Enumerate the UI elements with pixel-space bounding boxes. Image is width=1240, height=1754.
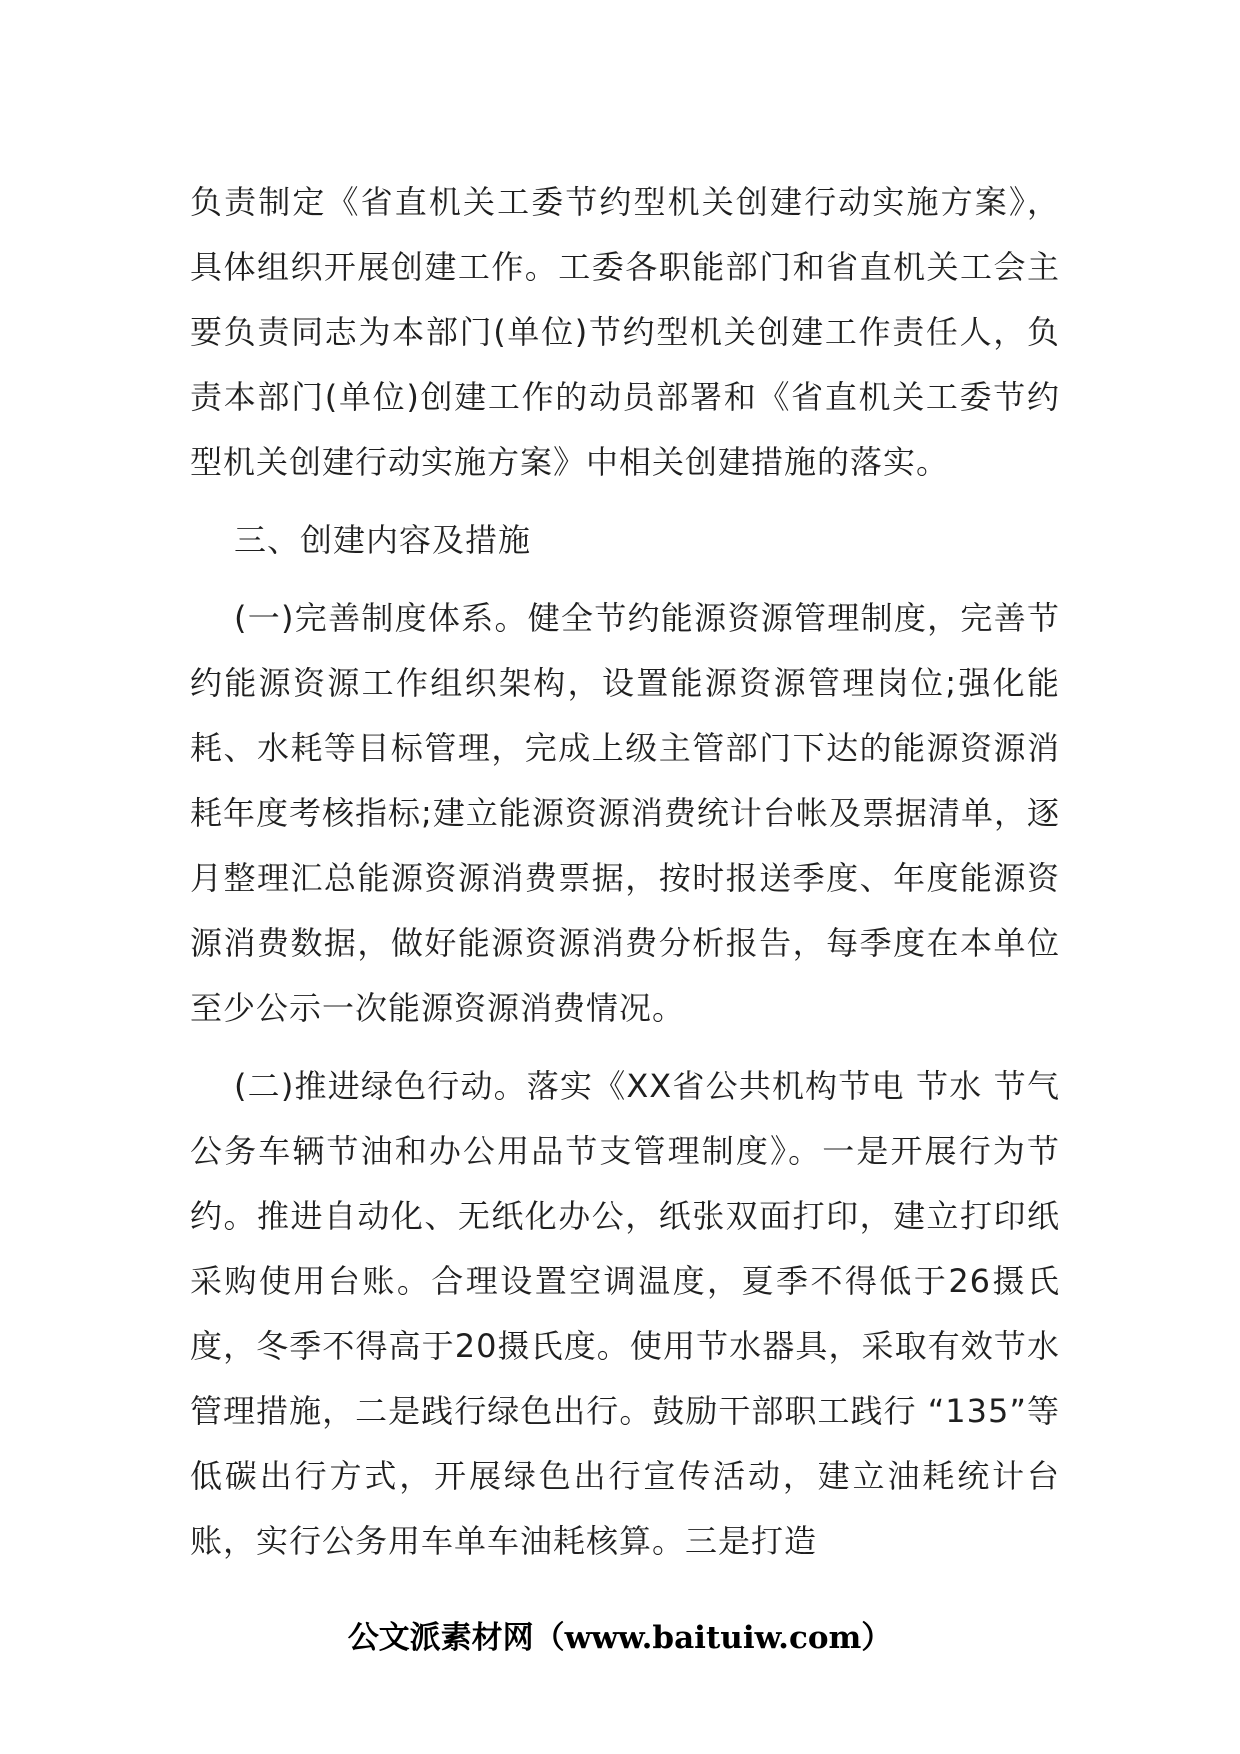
document-body xyxy=(190,170,1060,1574)
footer-watermark-source: 公文派素材网（www.baituiw.com） xyxy=(347,1620,893,1656)
paragraph-green-action: (二)推进绿色行动。落实《XX省公共机构节电 节水 节气 公务车辆节油和办公用品节支管理制度》。一是开展行为节约。推进自动化、无纸化办公，纸张双面打印，建立打印纸采购使用台账。合理设置空调温度，夏季不得低于26摄氏度，冬季不得高于20摄氏度。使用节水器具，采取有效节水管理措施，二是践行绿色出行。鼓励干部职工践行 “135”等低碳出行方式，开展绿色出行宣传活动，建立油耗统计台账，实行公务用车单车油耗核算。三是打造 xyxy=(190,1067,1060,1560)
paragraph-responsibility: 负责制定《省直机关工委节约型机关创建行动实施方案》，具体组织开展创建工作。工委各职能部门和省直机关工会主要负责同志为本部门(单位)节约型机关创建工作责任人，负责本部门(单位)创建工作的动员部署和《省直机关工委节约型机关创建行动实施方案》中相关创建措施的落实。 xyxy=(190,183,1060,481)
section-heading-content-measures: 三、创建内容及措施 xyxy=(234,521,532,559)
paragraph-improve-system: (一)完善制度体系。健全节约能源资源管理制度，完善节约能源资源工作组织架构，设置能源资源管理岗位;强化能耗、水耗等目标管理，完成上级主管部门下达的能源资源消耗年度考核指标;建立能源资源消费统计台帐及票据清单，逐月整理汇总能源资源消费票据，按时报送季度、年度能源资源消费数据，做好能源资源消费分析报告，每季度在本单位至少公示一次能源资源消费情况。 xyxy=(190,599,1060,1027)
